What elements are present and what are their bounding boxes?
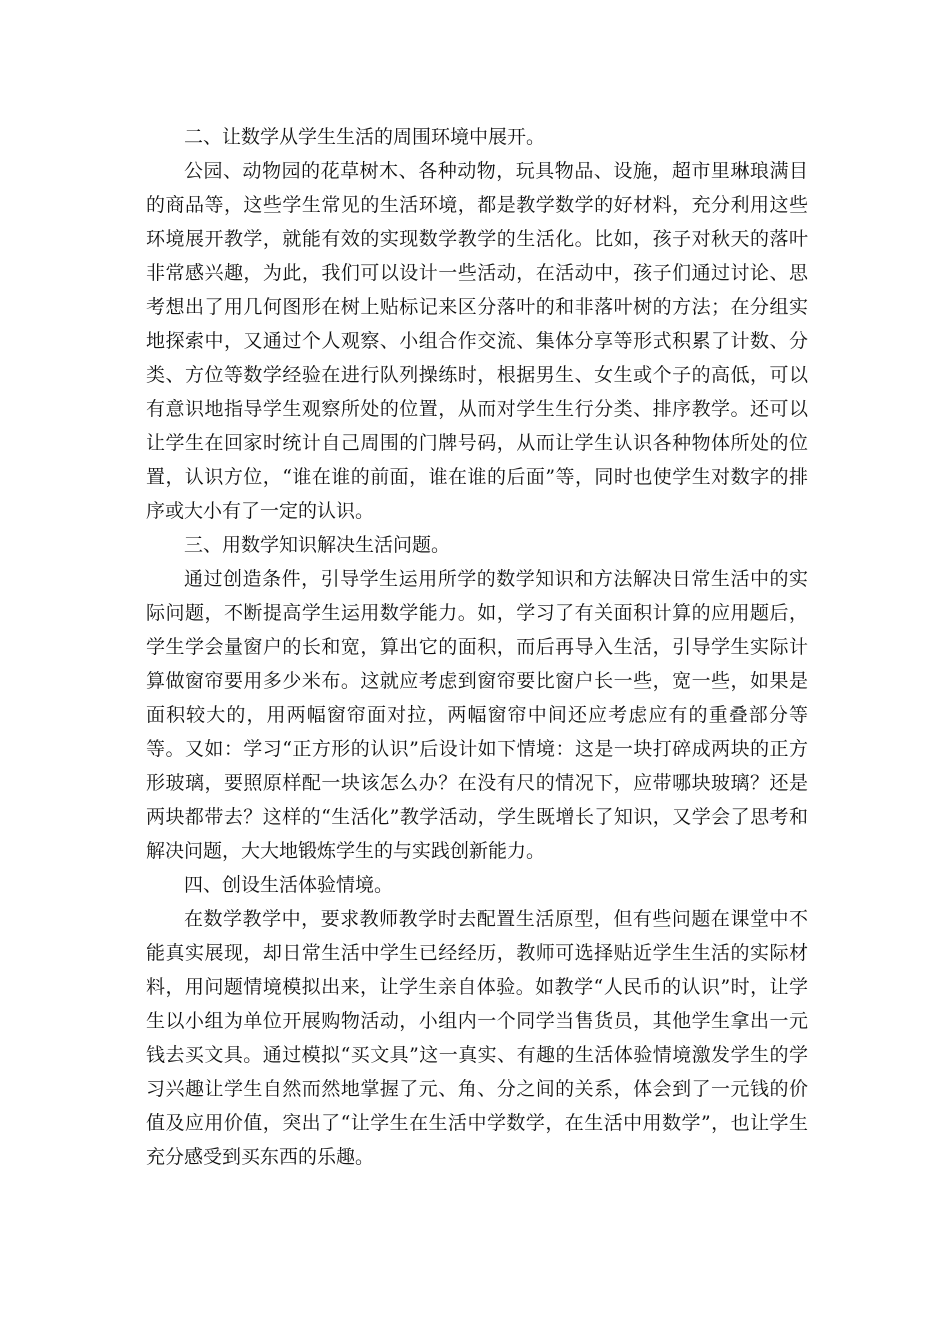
paragraph-environment: 公园、动物园的花草树木、各种动物，玩具物品、设施，超市里琳琅满目的商品等，这些学生常见的生活环境，都是教学数学的好材料，充分利用这些环境展开教学，就能有效的实现数学教学的生活化。比如，孩子对秋天的落叶非常感兴趣，为此，我们可以设计一些活动，在活动中，孩子们通过讨论、思考想出了用几何图形在树上贴标记来区分落叶的和非落叶树的方法；在分组实地探索中，又通过个人观察、小组合作交流、集体分享等形式积累了计数、分类、方位等数学经验在进行队列操练时，根据男生、女生或个子的高低，可以有意识地指导学生观察所处的位置，从而对学生生行分类、排序教学。还可以让学生在回家时统计自己周围的门牌号码，从而让学生认识各种物体所处的位置，认识方位，“谁在谁的前面，谁在谁的后面”等，同时也使学生对数字的排序或大小有了一定的认识。 bbox=[146, 160, 808, 522]
paragraph-problem-solving: 通过创造条件，引导学生运用所学的数学知识和方法解决日常生活中的实际问题，不断提高学生运用数学能力。如，学习了有关面积计算的应用题后，学生学会量窗户的长和宽，算出它的面积，而后再导入生活，引导学生实际计算做窗帘要用多少米布。这就应考虑到窗帘要比窗户长一些，宽一些，如果是面积较大的，用两幅窗帘面对拉，两幅窗帘中间还应考虑应有的重叠部分等等。又如：学习“正方形的认识”后设计如下情境：这是一块打碎成两块的正方形玻璃，要照原样配一块该怎么办？在没有尺的情况下，应带哪块玻璃？还是两块都带去？这样的“生活化”教学活动，学生既增长了知识，又学会了思考和解决问题，大大地锻炼学生的与实践创新能力。 bbox=[146, 568, 808, 862]
paragraph-experience: 在数学教学中，要求教师教学时去配置生活原型，但有些问题在课堂中不能真实展现，却日常生活中学生已经经历，教师可选择贴近学生生活的实际材料，用问题情境模拟出来，让学生亲自体验。如教学“人民币的认识”时，让学生以小组为单位开展购物活动，小组内一个同学当售货员，其他学生拿出一元钱去买文具。通过模拟“买文具”这一真实、有趣的生活体验情境激发学生的学习兴趣让学生自然而然地掌握了元、角、分之间的关系，体会到了一元钱的价值及应用价值，突出了“让学生在生活中学数学，在生活中用数学”，也让学生充分感受到买东西的乐趣。 bbox=[146, 908, 808, 1168]
document-body bbox=[146, 120, 808, 1174]
section-heading-4: 四、创设生活体验情境。 bbox=[184, 874, 394, 896]
section-heading-3: 三、用数学知识解决生活问题。 bbox=[184, 534, 451, 556]
section-heading-2: 二、让数学从学生生活的周围环境中展开。 bbox=[184, 126, 546, 148]
